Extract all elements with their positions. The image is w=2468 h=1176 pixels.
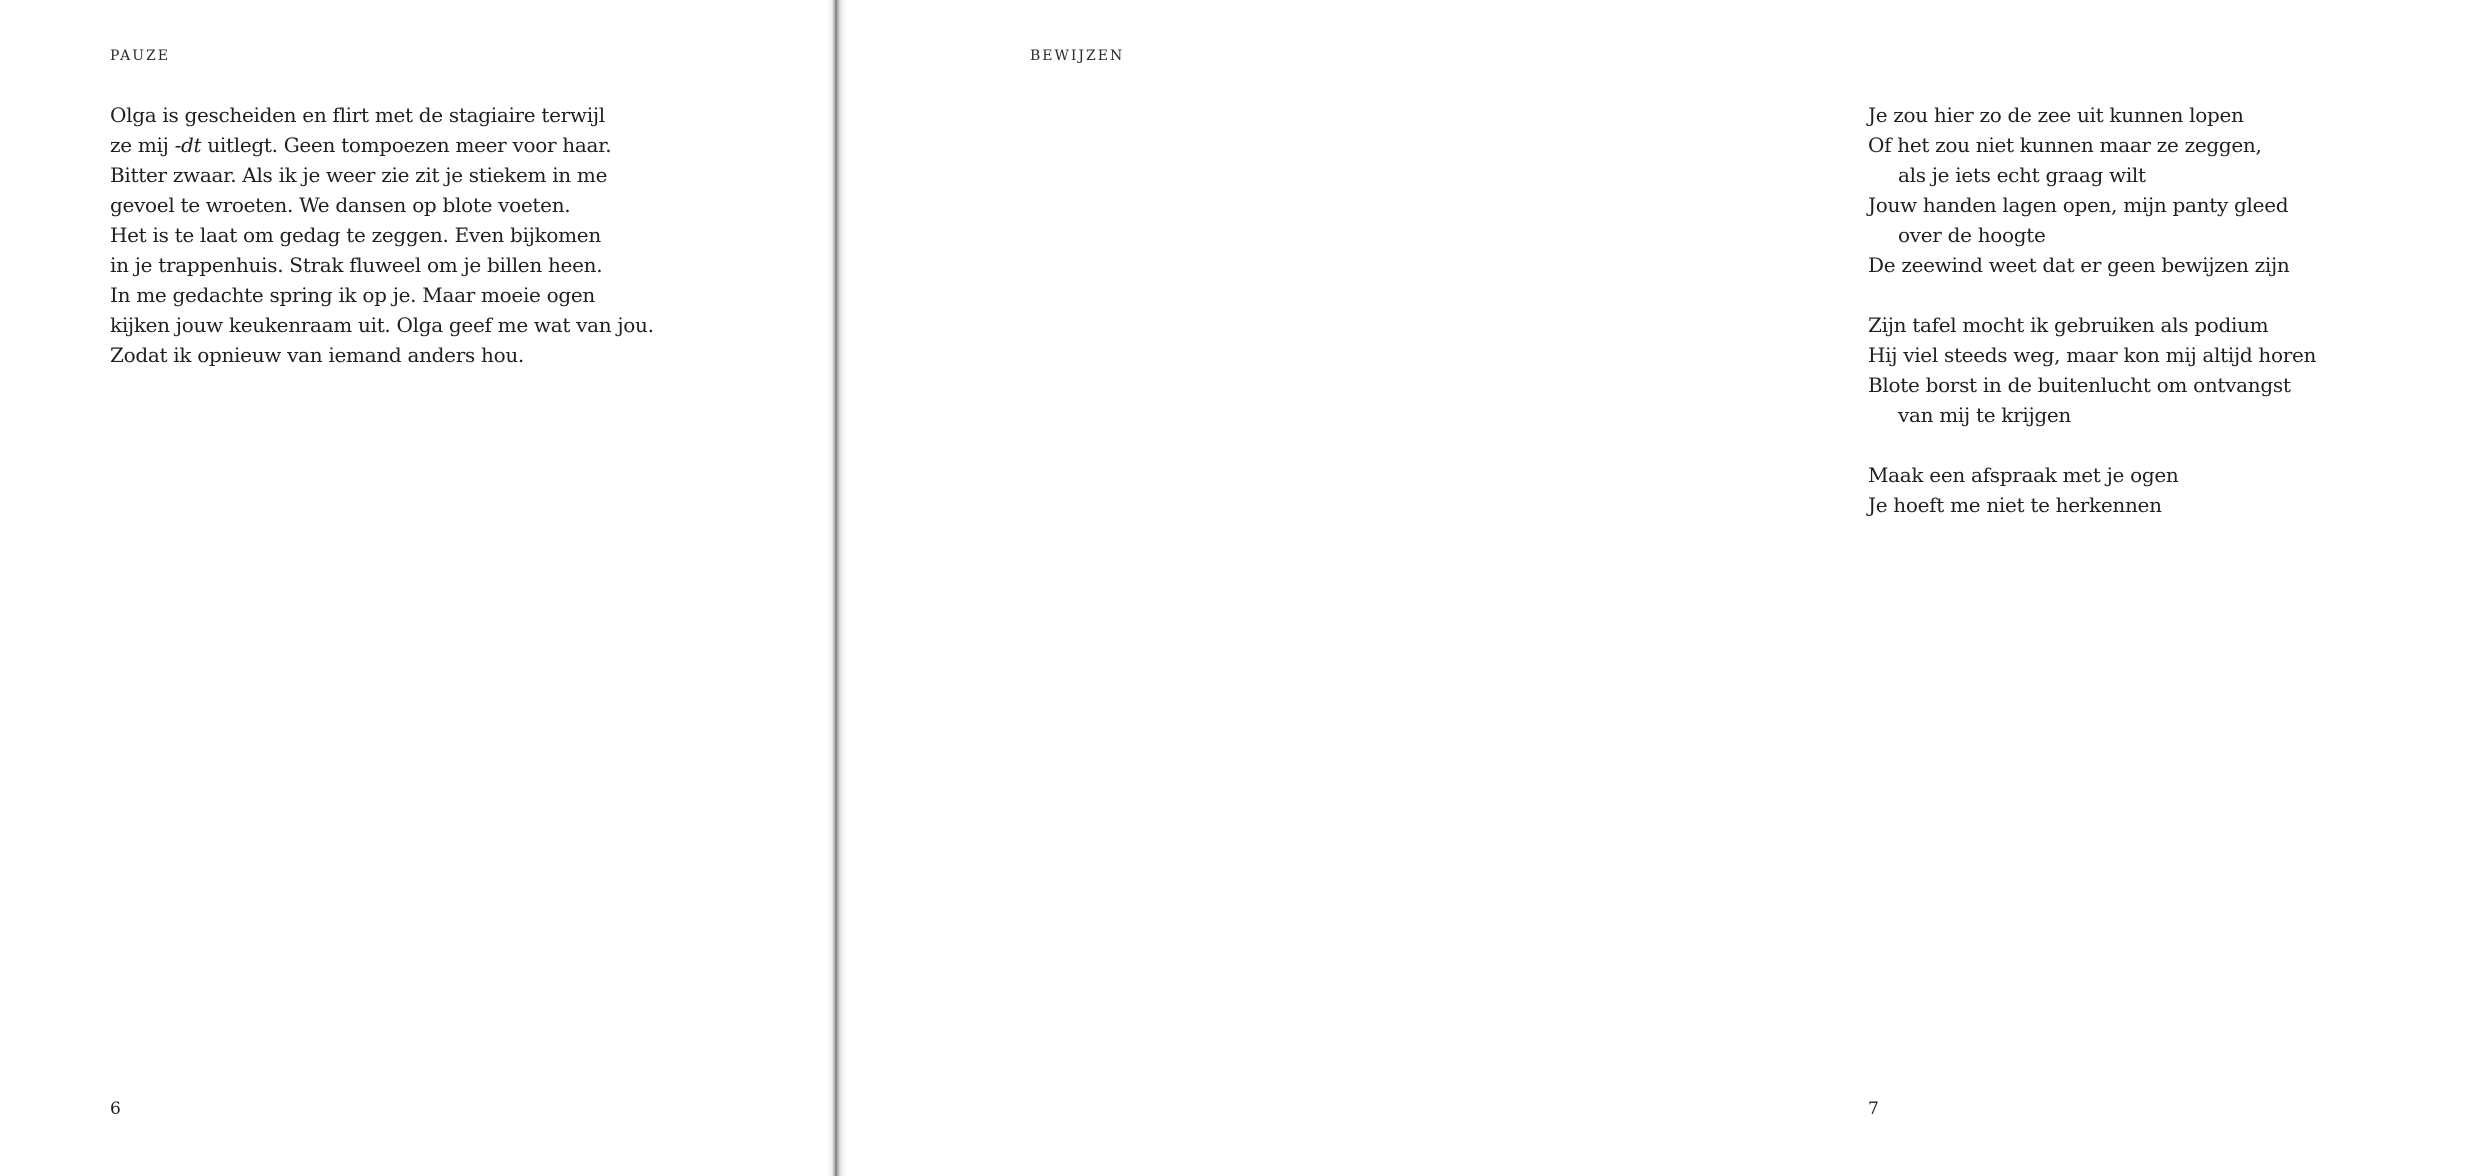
line-text: uitlegt. Geen tompoezen meer voor haar.: [201, 133, 612, 157]
poem-bewijzen: [1868, 100, 2468, 520]
poem-line: Of het zou niet kunnen maar ze zeggen,: [1868, 133, 2262, 157]
poem-line: Zijn tafel mocht ik gebruiken als podium: [1868, 313, 2269, 337]
line-text: ze mij: [110, 133, 175, 157]
page-number-left: 6: [110, 1099, 121, 1119]
poem-line: als je iets echt graag wilt: [1898, 163, 2146, 187]
poem-line: Hij viel steeds weg, maar kon mij altijd horen: [1868, 343, 2317, 367]
poem-line: Zodat ik opnieuw van iemand anders hou.: [110, 343, 524, 367]
poem-pauze: [110, 100, 750, 370]
poem-line: Maak een afspraak met je ogen: [1868, 463, 2179, 487]
left-page: [0, 0, 834, 1176]
stanza: [1868, 100, 2468, 280]
poem-line: Je hoeft me niet te herkennen: [1868, 493, 2162, 517]
poem-line: De zeewind weet dat er geen bewijzen zijn: [1868, 253, 2290, 277]
italic-text: -dt: [174, 133, 202, 157]
running-head-right: BEWIJZEN: [1030, 48, 1125, 64]
poem-line: gevoel te wroeten. We dansen op blote voeten.: [110, 193, 571, 217]
right-page: [838, 0, 2317, 1176]
poem-line: Olga is gescheiden en flirt met de stagiaire terwijl: [110, 103, 605, 127]
poem-line: Het is te laat om gedag te zeggen. Even bijkomen: [110, 223, 601, 247]
stanza: [1868, 460, 2468, 520]
poem-line: Bitter zwaar. Als ik je weer zie zit je stiekem in me: [110, 163, 608, 187]
poem-line: Blote borst in de buitenlucht om ontvangst: [1868, 373, 2291, 397]
poem-line: Je zou hier zo de zee uit kunnen lopen: [1868, 103, 2244, 127]
poem-line: kijken jouw keukenraam uit. Olga geef me wat van jou.: [110, 313, 654, 337]
poem-line: van mij te krijgen: [1898, 403, 2072, 427]
poem-line: over de hoogte: [1898, 223, 2046, 247]
stanza: [1868, 310, 2468, 430]
poem-line: Jouw handen lagen open, mijn panty gleed: [1868, 193, 2289, 217]
poem-line: In me gedachte spring ik op je. Maar moeie ogen: [110, 283, 596, 307]
poem-line: in je trappenhuis. Strak fluweel om je billen heen.: [110, 253, 603, 277]
running-head-left: PAUZE: [110, 48, 170, 64]
page-number-right: 7: [1868, 1099, 1879, 1119]
poem-line: [110, 130, 750, 160]
